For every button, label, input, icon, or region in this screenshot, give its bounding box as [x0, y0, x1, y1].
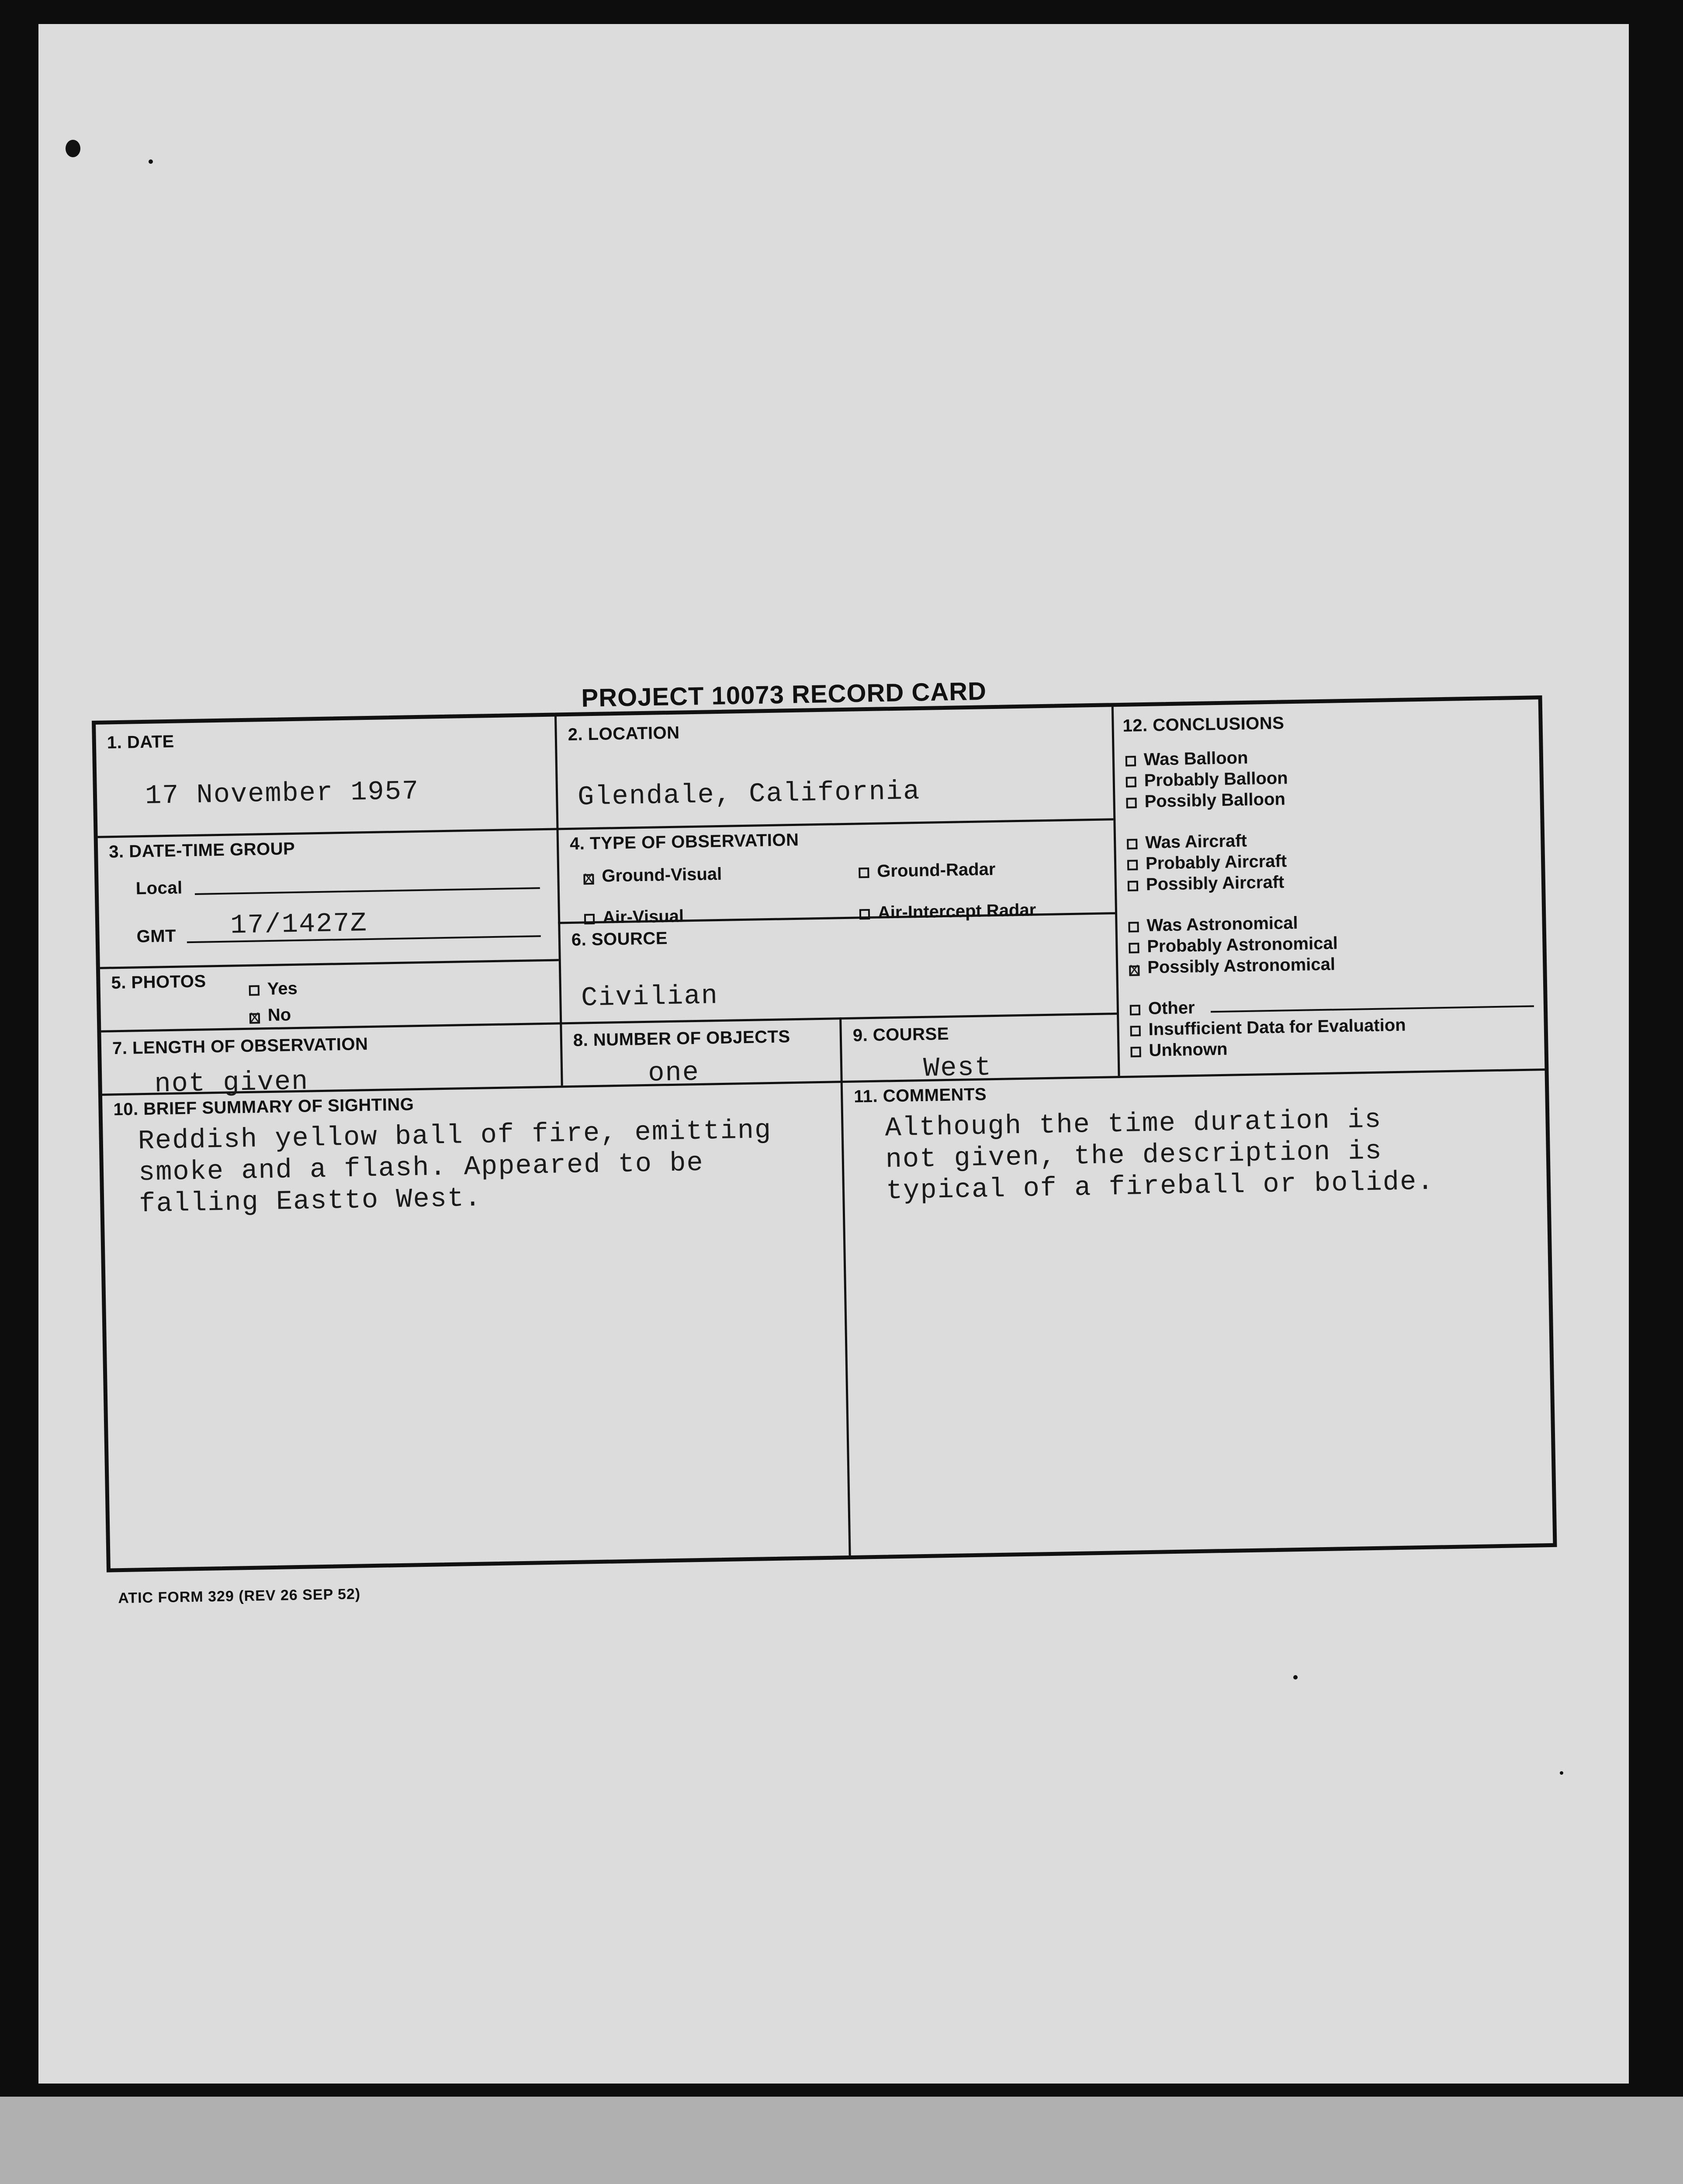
length-of-observation-label: 7. LENGTH OF OBSERVATION: [112, 1034, 368, 1058]
checkbox[interactable]: [1128, 881, 1138, 891]
date-label: 1. DATE: [107, 732, 175, 753]
film-background: [0, 2097, 1683, 2184]
checkbox[interactable]: [249, 985, 260, 995]
conclusion-possibly-aircraft[interactable]: Possibly Aircraft: [1128, 872, 1285, 895]
gmt-label: GMT: [136, 926, 177, 947]
local-blank: [195, 887, 540, 895]
conclusion-insufficient-data[interactable]: Insufficient Data for Evaluation: [1130, 1016, 1406, 1040]
photos-yes[interactable]: Yes: [249, 979, 298, 999]
photos-no[interactable]: xNo: [249, 1005, 291, 1026]
summary-line: smoke and a flash. Appeared to be: [138, 1147, 704, 1189]
brief-summary-text: [138, 1115, 773, 1220]
divider: [554, 716, 563, 1085]
checkbox[interactable]: [1126, 798, 1136, 808]
checkbox[interactable]: [1127, 839, 1137, 849]
comments-text: [885, 1103, 1434, 1207]
conclusion-unknown[interactable]: Unknown: [1130, 1040, 1228, 1061]
checkbox-checked[interactable]: [583, 874, 594, 885]
conclusion-possibly-balloon[interactable]: Possibly Balloon: [1126, 789, 1285, 812]
conclusion-other[interactable]: Other: [1129, 998, 1195, 1019]
checkbox[interactable]: [1130, 1026, 1141, 1036]
conclusion-probably-balloon[interactable]: Probably Balloon: [1125, 768, 1288, 791]
location-value: Glendale, California: [577, 775, 921, 813]
number-of-objects-label: 8. NUMBER OF OBJECTS: [573, 1027, 790, 1050]
date-time-group-label: 3. DATE-TIME GROUP: [108, 839, 295, 862]
other-blank: [1211, 1005, 1534, 1013]
comment-line: not given, the description is: [885, 1135, 1383, 1175]
checkbox-checked[interactable]: [249, 1013, 260, 1023]
comments-label: 11. COMMENTS: [853, 1085, 987, 1106]
comment-line: typical of a fireball or bolide.: [886, 1166, 1435, 1207]
divider: [1112, 707, 1120, 1076]
location-label: 2. LOCATION: [568, 723, 680, 744]
checkbox[interactable]: [1126, 777, 1136, 787]
obs-ground-visual[interactable]: xGround-Visual: [583, 864, 722, 887]
summary-line: falling Eastto West.: [139, 1182, 482, 1220]
record-card: [92, 695, 1557, 1572]
divider: [839, 1017, 851, 1555]
conclusions-label: 12. CONCLUSIONS: [1122, 713, 1285, 736]
gmt-value: 17/1427Z: [230, 908, 368, 941]
checkbox[interactable]: [859, 909, 870, 919]
dust-speck: [149, 159, 153, 164]
photos-label: 5. PHOTOS: [111, 971, 206, 993]
checkbox[interactable]: [1125, 756, 1136, 766]
checkbox[interactable]: [1128, 922, 1139, 932]
conclusion-was-aircraft[interactable]: Was Aircraft: [1127, 831, 1247, 853]
obs-ground-radar[interactable]: Ground-Radar: [859, 860, 996, 881]
dust-speck: [1560, 1771, 1563, 1775]
length-of-observation-value: not given: [154, 1066, 309, 1100]
dust-speck: [1293, 1675, 1298, 1679]
conclusion-was-balloon[interactable]: Was Balloon: [1125, 748, 1248, 770]
dust-speck: [66, 140, 80, 157]
divider: [102, 1068, 1545, 1096]
source-value: Civilian: [581, 980, 719, 1014]
checkbox[interactable]: [1129, 943, 1139, 953]
checkbox[interactable]: [1130, 1047, 1141, 1057]
number-of-objects-value: one: [648, 1057, 700, 1089]
date-value: 17 November 1957: [145, 775, 419, 812]
checkbox[interactable]: [584, 914, 595, 924]
checkbox[interactable]: [859, 867, 869, 878]
source-label: 6. SOURCE: [571, 929, 668, 950]
conclusion-was-astronomical[interactable]: Was Astronomical: [1128, 913, 1298, 936]
obs-air-intercept-radar[interactable]: Air-Intercept Radar: [859, 900, 1036, 923]
course-value: West: [923, 1052, 992, 1084]
brief-summary-label: 10. BRIEF SUMMARY OF SIGHTING: [113, 1095, 414, 1120]
local-label: Local: [135, 878, 183, 898]
obs-air-visual[interactable]: Air-Visual: [584, 906, 684, 928]
divider: [100, 959, 559, 969]
card-title: PROJECT 10073 RECORD CARD: [581, 677, 987, 712]
type-of-observation-label: 4. TYPE OF OBSERVATION: [569, 830, 799, 854]
checkbox[interactable]: [1130, 1005, 1140, 1015]
conclusion-possibly-astronomical[interactable]: xPossibly Astronomical: [1129, 954, 1335, 978]
comment-line: Although the time duration is: [884, 1104, 1382, 1144]
course-label: 9. COURSE: [852, 1024, 949, 1045]
summary-line: Reddish yellow ball of fire, emitting: [138, 1114, 772, 1157]
form-id: ATIC FORM 329 (REV 26 SEP 52): [118, 1586, 361, 1607]
conclusion-probably-astronomical[interactable]: Probably Astronomical: [1129, 933, 1338, 957]
conclusion-probably-aircraft[interactable]: Probably Aircraft: [1127, 851, 1287, 874]
checkbox[interactable]: [1127, 860, 1138, 870]
checkbox-checked[interactable]: [1129, 965, 1139, 976]
